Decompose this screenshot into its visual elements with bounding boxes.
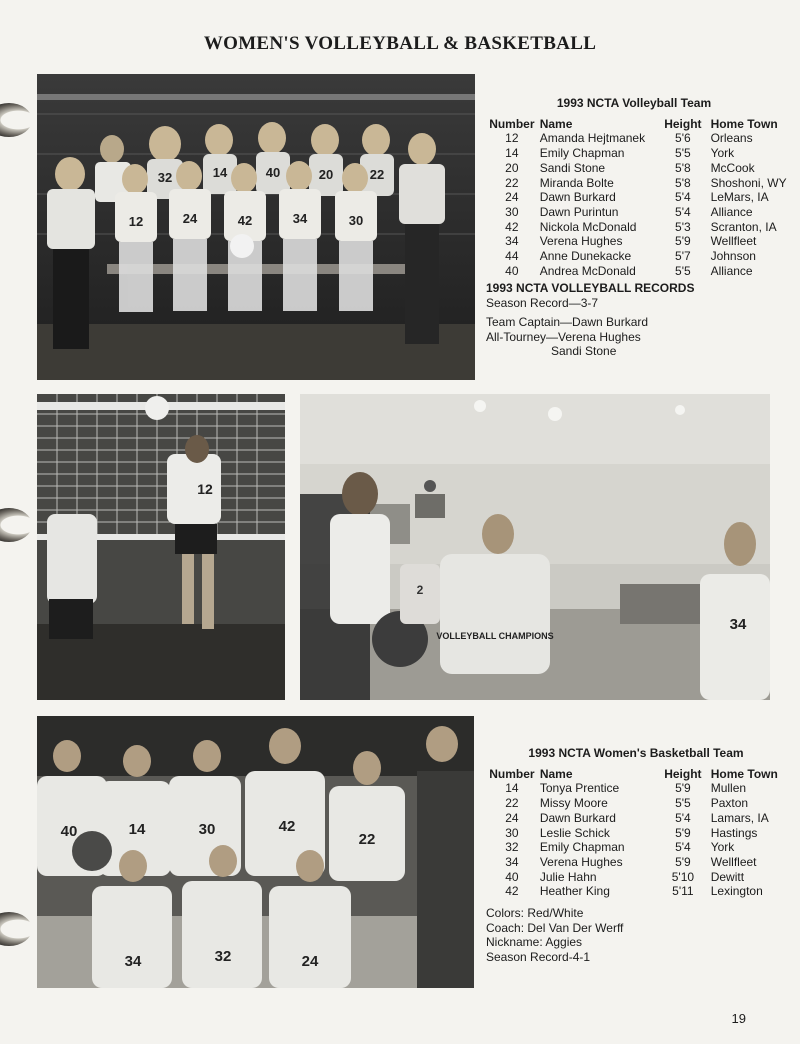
basketball-hometown-cell: Hastings [710, 825, 758, 840]
volleyball-height-cell: 5'3 [675, 219, 691, 234]
basketball-hometown-cell: York [710, 840, 735, 855]
basketball-name-cell: Verena Hughes [539, 854, 623, 869]
volleyball-team-jersey-number: 14 [212, 165, 228, 180]
volleyball-roster-row [486, 205, 800, 220]
basketball-height-cell: 5'11 [672, 884, 694, 899]
basketball-number-cell: 34 [505, 854, 519, 869]
records-season: Season Record—3-7 [486, 296, 599, 311]
volleyball-records-title: 1993 NCTA VOLLEYBALL RECORDS [486, 281, 695, 296]
volleyball-team-jersey-number: 40 [265, 165, 281, 180]
basketball-hometown-cell: Paxton [710, 796, 749, 811]
volleyball-name-cell: Dawn Burkard [539, 190, 616, 205]
basketball-height-cell: 5'10 [671, 869, 695, 884]
basketball-height-cell: 5'9 [675, 825, 691, 840]
bb-col-height-header: Height [664, 766, 702, 781]
volleyball-hometown-cell: Wellfleet [710, 234, 757, 249]
gym-shirt-text: VOLLEYBALL CHAMPIONS [436, 631, 554, 641]
basketball-nickname: Nickname: Aggies [486, 935, 583, 950]
volleyball-roster-row [486, 264, 800, 279]
basketball-roster-row [486, 870, 800, 885]
volleyball-name-cell: Dawn Purintun [539, 204, 619, 219]
volleyball-number-cell: 12 [505, 131, 519, 146]
volleyball-height-cell: 5'6 [675, 131, 691, 146]
basketball-hometown-cell: Wellfleet [710, 854, 757, 869]
basketball-roster-row [486, 796, 800, 811]
volleyball-team-jersey-number: 24 [182, 211, 198, 226]
basketball-team-jersey-number: 40 [60, 823, 78, 840]
volleyball-name-cell: Verena Hughes [539, 234, 623, 249]
basketball-height-cell: 5'4 [675, 840, 691, 855]
volleyball-name-cell: Amanda Hejtmanek [539, 131, 646, 146]
volleyball-height-cell: 5'4 [675, 190, 691, 205]
volleyball-hometown-cell: York [710, 146, 735, 161]
col-hometown-header: Home Town [710, 116, 778, 131]
basketball-number-cell: 14 [505, 781, 519, 796]
volleyball-number-cell: 20 [505, 160, 519, 175]
volleyball-roster-row [486, 190, 800, 205]
basketball-coach: Coach: Del Van Der Werff [486, 920, 624, 935]
basketball-season-record: Season Record-4-1 [486, 950, 591, 965]
gym-jersey-2: 2 [416, 583, 424, 597]
basketball-roster-table [486, 767, 800, 899]
bb-col-hometown-header: Home Town [710, 766, 778, 781]
volleyball-hometown-cell: Scranton, IA [710, 219, 777, 234]
volleyball-team-jersey-number: 20 [318, 167, 334, 182]
basketball-team-jersey-number: 32 [214, 948, 232, 965]
basketball-number-cell: 40 [505, 869, 519, 884]
volleyball-team-jersey-number: 12 [128, 214, 144, 229]
basketball-height-cell: 5'9 [675, 781, 691, 796]
records-captain: Team Captain—Dawn Burkard [486, 314, 649, 329]
volleyball-action-photo [37, 394, 285, 700]
basketball-roster-body [486, 781, 800, 899]
basketball-name-cell: Heather King [539, 884, 610, 899]
volleyball-team-jersey-number: 22 [369, 167, 385, 182]
volleyball-team-jersey-number: 42 [237, 213, 253, 228]
volleyball-roster-row [486, 131, 800, 146]
volleyball-hometown-cell: Shoshoni, WY [710, 175, 787, 190]
gym-scene-photo [300, 394, 770, 700]
binder-hole-middle [0, 508, 32, 542]
page-title: WOMEN'S VOLLEYBALL & BASKETBALL [203, 33, 597, 54]
basketball-team-jersey-number: 34 [124, 953, 142, 970]
basketball-team-photo [37, 716, 474, 988]
volleyball-height-cell: 5'7 [675, 249, 691, 264]
volleyball-name-cell: Nickola McDonald [539, 219, 637, 234]
volleyball-hometown-cell: Alliance [710, 204, 753, 219]
basketball-team-jersey-number: 22 [358, 831, 376, 848]
col-name-header: Name [539, 116, 573, 131]
volleyball-hometown-cell: LeMars, IA [710, 190, 769, 205]
volleyball-height-cell: 5'4 [675, 204, 691, 219]
basketball-roster-row [486, 840, 800, 855]
volleyball-number-cell: 30 [505, 204, 519, 219]
basketball-roster-row [486, 781, 800, 796]
basketball-roster-row [486, 884, 800, 899]
basketball-team-jersey-number: 24 [301, 953, 319, 970]
volleyball-roster-row [486, 146, 800, 161]
volleyball-hometown-cell: Alliance [710, 263, 753, 278]
basketball-colors: Colors: Red/White [486, 906, 584, 921]
volleyball-hometown-cell: McCook [710, 160, 755, 175]
binder-hole-top [0, 103, 32, 137]
basketball-roster [486, 746, 800, 965]
volleyball-roster-row [486, 220, 800, 235]
volleyball-roster-body [486, 131, 800, 278]
basketball-height-cell: 5'5 [675, 796, 691, 811]
volleyball-number-cell: 24 [505, 190, 519, 205]
basketball-team-jersey-number: 14 [128, 821, 146, 838]
volleyball-team-photo [37, 74, 475, 380]
volleyball-name-cell: Anne Dunekacke [539, 249, 632, 264]
volleyball-roster-row [486, 249, 800, 264]
volleyball-height-cell: 5'5 [675, 263, 691, 278]
col-height-header: Height [664, 116, 702, 131]
volleyball-roster-heading: 1993 NCTA Volleyball Team [556, 96, 712, 110]
gym-jersey-34: 34 [729, 616, 747, 633]
basketball-hometown-cell: Dewitt [710, 869, 745, 884]
volleyball-height-cell: 5'8 [675, 175, 691, 190]
volleyball-roster-row [486, 234, 800, 249]
basketball-number-cell: 32 [505, 840, 519, 855]
volleyball-roster-table [486, 117, 800, 279]
volleyball-hometown-cell: Johnson [710, 249, 756, 264]
basketball-roster-header-row [486, 767, 800, 782]
volleyball-number-cell: 42 [505, 219, 519, 234]
volleyball-name-cell: Emily Chapman [539, 146, 625, 161]
volleyball-roster [486, 96, 800, 359]
basketball-roster-heading: 1993 NCTA Women's Basketball Team [528, 746, 744, 760]
basketball-team-jersey-number: 30 [198, 821, 216, 838]
basketball-number-cell: 24 [505, 810, 519, 825]
volleyball-number-cell: 22 [505, 175, 519, 190]
basketball-number-cell: 30 [505, 825, 519, 840]
col-number-header: Number [489, 116, 535, 131]
basketball-name-cell: Dawn Burkard [539, 810, 616, 825]
volleyball-team-jersey-number: 30 [348, 213, 364, 228]
basketball-roster-row [486, 826, 800, 841]
volleyball-name-cell: Sandi Stone [539, 160, 606, 175]
volleyball-number-cell: 34 [505, 234, 519, 249]
records-all-tourney-2: Sandi Stone [551, 344, 617, 359]
basketball-hometown-cell: Mullen [710, 781, 747, 796]
basketball-name-cell: Julie Hahn [539, 869, 597, 884]
basketball-name-cell: Missy Moore [539, 796, 608, 811]
volleyball-number-cell: 14 [505, 146, 519, 161]
volleyball-height-cell: 5'9 [675, 234, 691, 249]
basketball-roster-row [486, 811, 800, 826]
basketball-name-cell: Emily Chapman [539, 840, 625, 855]
volleyball-roster-row [486, 161, 800, 176]
volleyball-name-cell: Andrea McDonald [539, 263, 636, 278]
volleyball-height-cell: 5'5 [675, 146, 691, 161]
volleyball-hometown-cell: Orleans [710, 131, 753, 146]
volleyball-number-cell: 44 [505, 249, 519, 264]
volleyball-roster-row [486, 176, 800, 191]
basketball-height-cell: 5'9 [675, 854, 691, 869]
basketball-name-cell: Leslie Schick [539, 825, 610, 840]
basketball-number-cell: 42 [505, 884, 519, 899]
records-all-tourney: All-Tourney—Verena Hughes [486, 329, 641, 344]
volleyball-height-cell: 5'8 [675, 160, 691, 175]
basketball-hometown-cell: Lamars, IA [710, 810, 769, 825]
basketball-team-jersey-number: 42 [278, 818, 296, 835]
bb-col-name-header: Name [539, 766, 573, 781]
volleyball-name-cell: Miranda Bolte [539, 175, 614, 190]
volleyball-team-jersey-number: 34 [292, 211, 308, 226]
binder-hole-bottom [0, 912, 32, 946]
bb-col-number-header: Number [489, 766, 535, 781]
volleyball-number-cell: 40 [505, 263, 519, 278]
volleyball-roster-header-row [486, 117, 800, 132]
basketball-roster-row [486, 855, 800, 870]
basketball-name-cell: Tonya Prentice [539, 781, 620, 796]
basketball-hometown-cell: Lexington [710, 884, 763, 899]
basketball-height-cell: 5'4 [675, 810, 691, 825]
volleyball-team-jersey-number: 32 [157, 170, 173, 185]
action-jersey-number: 12 [197, 481, 213, 497]
basketball-number-cell: 22 [505, 796, 519, 811]
page-number: 19 [731, 1011, 746, 1026]
